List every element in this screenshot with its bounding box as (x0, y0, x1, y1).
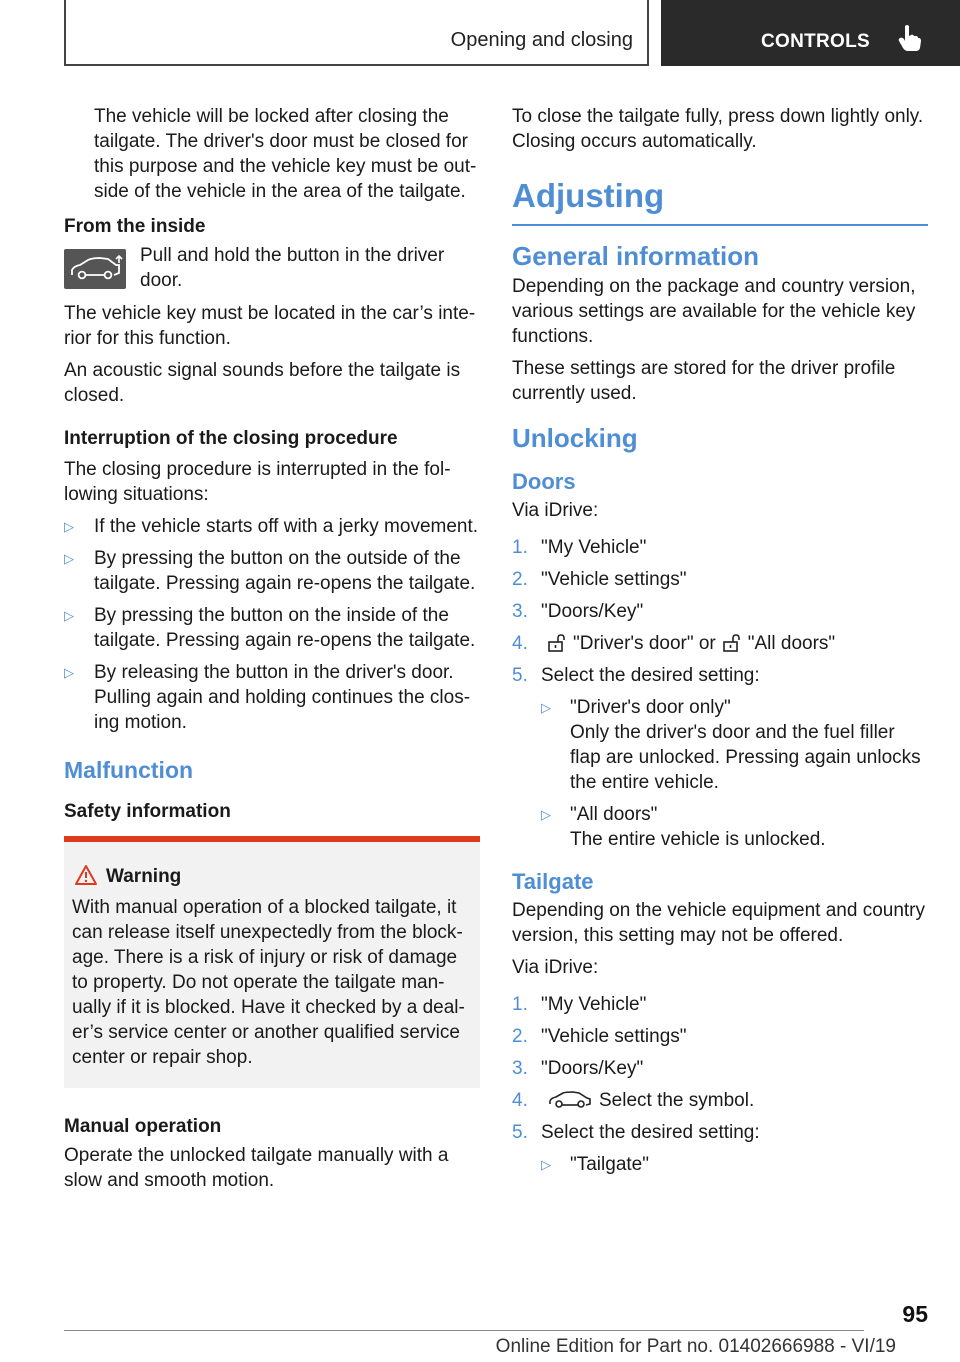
doors-heading: Doors (512, 469, 576, 494)
general-text-2: These settings are stored for the driver profile currently used. (512, 358, 896, 404)
bullet-marker: ▷ (541, 807, 551, 822)
adjusting-heading: Adjusting (512, 176, 928, 226)
doors-steps (512, 535, 928, 852)
manual-operation-heading: Manual operation (64, 1116, 222, 1137)
tailgate-text: Depending on the vehicle equipment and country version, this setting may not be offered. (512, 900, 926, 946)
doors-options (541, 695, 928, 852)
warning-title: Warning (72, 864, 472, 889)
list-item: 3. "Doors/Key" (512, 601, 644, 622)
warning-triangle-icon (74, 864, 98, 886)
list-item: ▷ By pressing the button on the outside of the tailgate. Pressing again re-opens the tailgate. (64, 548, 476, 594)
chapter-tab (661, 0, 960, 66)
bullet-marker: ▷ (64, 551, 74, 566)
via-idrive: Via iDrive: (512, 500, 599, 521)
intro-paragraph: The vehicle will be locked after closing the tailgate. The driver's door must be closed for this purpose and the vehicle key must be outside of the vehicle in the area of the tailgate. (94, 106, 477, 202)
list-item: 1. "My Vehicle" (512, 994, 647, 1015)
tailgate-steps (512, 992, 928, 1177)
tailgate-options (541, 1152, 928, 1177)
hand-pointer-icon (898, 24, 922, 52)
bullet-marker: ▷ (64, 608, 74, 623)
button-text: Pull and hold the button in the driver door. (140, 245, 445, 291)
close-text: To close the tailgate fully, press down lightly only. Closing occurs automatically. (512, 106, 924, 152)
tailgate-car-icon (64, 249, 126, 289)
key-location-text: The vehicle key must be located in the car’s interior for this function. (64, 303, 476, 349)
list-item: ▷ "Tailgate" (541, 1154, 649, 1175)
list-item: 1. "My Vehicle" (512, 537, 647, 558)
bullet-marker: ▷ (541, 700, 551, 715)
warning-box (64, 836, 480, 1088)
bullet-marker: ▷ (64, 665, 74, 680)
page-header (64, 0, 960, 66)
acoustic-text: An acoustic signal sounds before the tailgate is closed. (64, 360, 461, 406)
interruption-heading: Interruption of the closing procedure (64, 428, 398, 449)
chapter-title: CONTROLS (761, 31, 871, 52)
tailgate-heading: Tailgate (512, 869, 594, 894)
list-item: 5. Select the desired setting: ▷ "Tailgate" (512, 1120, 928, 1177)
button-instruction (64, 243, 480, 293)
list-item: ▷ By releasing the button in the driver's door. Pulling again and holding continues the closing motion. (64, 662, 471, 733)
list-item: ▷ If the vehicle starts off with a jerky movement. (64, 516, 479, 537)
interruption-list (64, 514, 480, 735)
list-item: 4. Select the symbol. (512, 1090, 755, 1111)
tailgate-via-idrive: Via iDrive: (512, 957, 599, 978)
general-text-1: Depending on the package and country version, various settings are available for the vehicle key functions. (512, 276, 916, 347)
car-outline-icon (547, 1090, 593, 1110)
footer-edition: Online Edition for Part no. 01402666988 - VI/19 (495, 1336, 896, 1357)
list-item: 3. "Doors/Key" (512, 1058, 644, 1079)
malfunction-heading: Malfunction (64, 757, 194, 783)
interruption-intro: The closing procedure is interrupted in the following situations: (64, 459, 451, 505)
unlocking-heading: Unlocking (512, 423, 638, 453)
section-title: Opening and closing (450, 29, 633, 51)
list-item: 2. "Vehicle settings" (512, 1026, 687, 1047)
list-item: 2. "Vehicle settings" (512, 569, 687, 590)
left-column (64, 104, 480, 1200)
right-column (512, 104, 928, 1185)
list-item: 5. Select the desired setting: ▷ "Driver's door only" Only the driver's door and the fuel filler flap are unlocked. Pressing again unlocks the entire vehicle. ▷ "All doors" The entire vehicle is unlocked. (512, 663, 928, 852)
manual-operation-text: Operate the unlocked tailgate manually with a slow and smooth motion. (64, 1145, 449, 1191)
page-number: 95 (902, 1301, 928, 1327)
list-item: ▷ "Driver's door only" Only the driver's door and the fuel filler flap are unlocked. Pressing again unlocks the entire vehicle. (541, 697, 921, 793)
section-tab (64, 0, 649, 66)
list-item: ▷ By pressing the button on the inside of the tailgate. Pressing again re-opens the tailgate. (64, 605, 476, 651)
general-info-heading: General information (512, 241, 760, 271)
bullet-marker: ▷ (541, 1157, 551, 1172)
warning-text: With manual operation of a blocked tailgate, it can release itself unexpectedly from the blockage. There is a risk of injury or risk of damage to property. Do not operate the tailgate manually if it is blocked. Have it checked by a dealer’s service center or another qualified service center or repair shop. (72, 897, 465, 1068)
footer-divider (64, 1330, 864, 1331)
safety-heading: Safety information (64, 801, 231, 822)
unlock-icon (722, 633, 742, 653)
bullet-marker: ▷ (64, 519, 74, 534)
list-item: 4. "Driver's door" or "All doors" (512, 633, 836, 654)
list-item: ▷ "All doors" The entire vehicle is unlocked. (541, 804, 826, 850)
unlock-icon (547, 633, 567, 653)
from-inside-heading: From the inside (64, 216, 206, 237)
